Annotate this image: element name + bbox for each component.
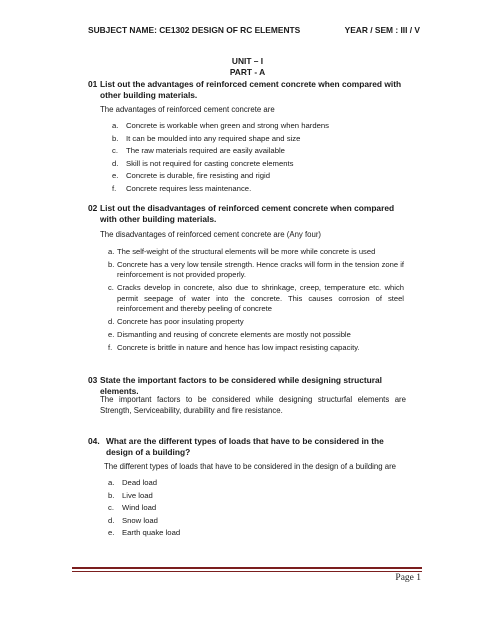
- answer-intro: The advantages of reinforced cement concrete are: [100, 105, 275, 114]
- question-text: List out the advantages of reinforced cement concrete when compared with other building materials.: [100, 79, 402, 100]
- footer-rule: [72, 567, 422, 569]
- answer-intro: The different types of loads that have to be considered in the design of a building are: [104, 462, 397, 471]
- list-item: d. Concrete has poor insulating property: [108, 317, 244, 327]
- list-item: c. Cracks develop in concrete, also due to shrinkage, creep, temperature etc. which permit seepage of water into the concrete. This causes corrosion of steel reinforcement and thereby peeling of concrete: [108, 283, 404, 314]
- list-item: c. The raw materials required are easily available: [112, 146, 285, 155]
- question-text: What are the different types of loads that have to be considered in the design of a building?: [106, 436, 384, 457]
- answer-intro: The disadvantages of reinforced cement concrete are (Any four): [100, 230, 322, 239]
- part-title: PART - A: [229, 67, 266, 77]
- list-item: a. Dead load: [108, 478, 158, 487]
- list-item: e. Earth quake load: [108, 528, 181, 537]
- list-item: b. It can be moulded into any required shape and size: [112, 133, 301, 143]
- question-number: 03: [88, 375, 98, 385]
- list-item: b. Live load: [108, 490, 153, 500]
- page-number: Page 1: [395, 573, 421, 583]
- list-item: c. Wind load: [108, 503, 157, 512]
- question-4: [88, 436, 406, 458]
- question-text: State the important factors to be considered while designing structural elements.: [100, 375, 383, 396]
- question-text: List out the disadvantages of reinforced cement concrete when compared with other building materials.: [100, 203, 395, 224]
- list-item: e. Dismantling and reusing of concrete elements are mostly not possible: [108, 330, 351, 340]
- answer-list: [112, 120, 412, 195]
- question-2: [88, 203, 406, 225]
- list-item: d. Skill is not required for casting concrete elements: [112, 158, 294, 168]
- list-item: d. Snow load: [108, 515, 158, 525]
- footer-rule-thin: [72, 571, 422, 572]
- question-number: 04.: [88, 436, 100, 446]
- list-item: a. Concrete is workable when green and strong when hardens: [112, 121, 329, 130]
- list-item: a. The self-weight of the structural elements will be more while concrete is used: [108, 247, 376, 256]
- question-1: [88, 79, 406, 101]
- year-sem: YEAR / SEM : III / V: [344, 25, 420, 35]
- list-item: f. Concrete requires less maintenance.: [112, 183, 252, 193]
- list-item: f. Concrete is brittle in nature and hence has low impact resisting capacity.: [108, 342, 360, 352]
- unit-title: UNIT – I: [231, 56, 264, 66]
- answer-list: [108, 477, 408, 540]
- list-item: b. Concrete has a very low tensile strength. Hence cracks will form in the tension zone if reinforcement is not provided properly.: [108, 259, 405, 280]
- question-number: 01: [88, 79, 98, 89]
- list-item: e. Concrete is durable, fire resisting and rigid: [112, 171, 270, 180]
- question-number: 02: [88, 203, 98, 213]
- subject-name: SUBJECT NAME: CE1302 DESIGN OF RC ELEMENTS: [88, 25, 301, 35]
- answer-paragraph: The important factors to be considered while designing structurfal elements are Strength, Serviceability, durability and fire resistance.: [100, 395, 406, 415]
- page-header: [88, 25, 420, 37]
- answer-list: [108, 247, 404, 356]
